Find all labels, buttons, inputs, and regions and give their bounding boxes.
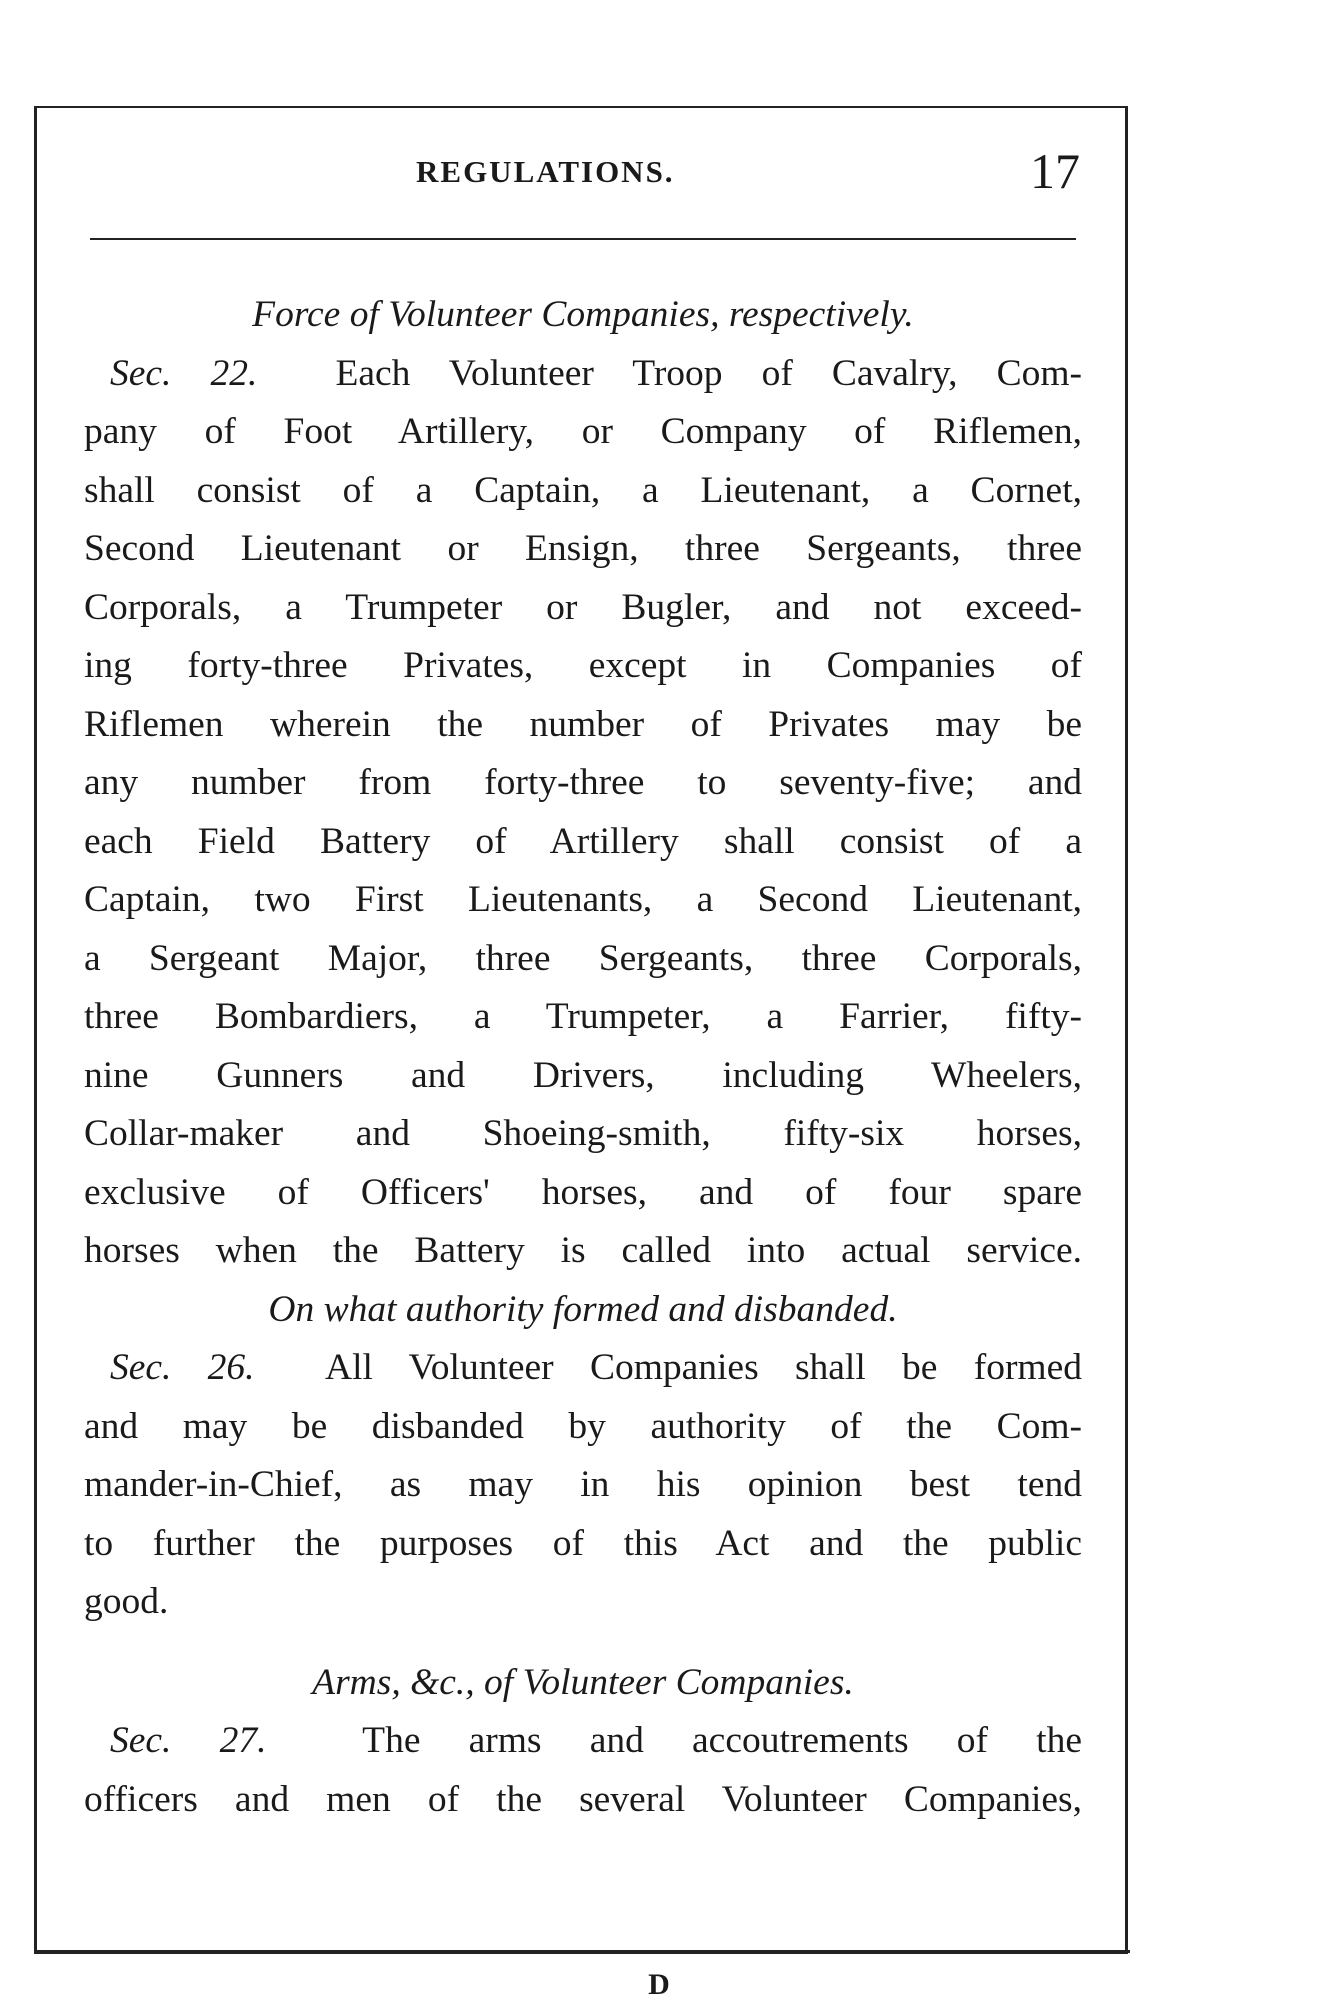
paragraph-line: shall consist of a Captain, a Lieutenant, a Cornet, — [84, 469, 1082, 511]
paragraph-line — [84, 1712, 1082, 1771]
page-number: 17 — [1030, 143, 1080, 199]
paragraph-line: to further the purposes of this Act and the public — [84, 1522, 1082, 1564]
section-label: Sec. 27. — [110, 1720, 267, 1761]
paragraph-line: each Field Battery of Artillery shall consist of a — [84, 820, 1082, 862]
paragraph-line: a Sergeant Major, three Sergeants, three Corporals, — [84, 937, 1082, 979]
paragraph-line: Collar-maker and Shoeing-smith, fifty-six horses, — [84, 1113, 1082, 1154]
paragraph-line: Corporals, a Trumpeter or Bugler, and not exceed- — [84, 586, 1082, 628]
paragraph-line: horses when the Battery is called into actual service. — [84, 1230, 1082, 1271]
line-text: The arms and accoutrements of the — [362, 1720, 1082, 1761]
section-heading: Force of Volunteer Companies, respectively. — [252, 294, 914, 335]
paragraph-line: mander-in-Chief, as may in his opinion best tend — [84, 1464, 1082, 1505]
paragraph-line: pany of Foot Artillery, or Company of Riflemen, — [84, 411, 1082, 452]
line-text: All Volunteer Companies shall be formed — [325, 1347, 1082, 1388]
paragraph-line: ing forty-three Privates, except in Companies of — [84, 645, 1082, 686]
section-label: Sec. 22. — [110, 352, 258, 394]
paragraph-line: nine Gunners and Drivers, including Wheelers, — [84, 1054, 1082, 1096]
paragraph-line: officers and men of the several Volunteer Companies, — [84, 1778, 1082, 1820]
paragraph-line — [84, 1339, 1082, 1398]
paragraph-line: Captain, two First Lieutenants, a Second Lieutenant, — [84, 879, 1082, 920]
footer-rule — [34, 1950, 1130, 1953]
paragraph-line — [84, 345, 1082, 404]
section-label: Sec. 26. — [110, 1347, 255, 1388]
section-heading: On what authority formed and disbanded. — [268, 1288, 898, 1330]
line-text: Each Volunteer Troop of Cavalry, Com- — [335, 352, 1082, 394]
header-rule — [90, 238, 1076, 240]
running-head — [86, 142, 1086, 202]
paragraph-line: good. — [84, 1581, 169, 1622]
signature-mark: D — [648, 1968, 670, 2001]
paragraph-line: any number from forty-three to seventy-five; and — [84, 762, 1082, 803]
paragraph-line: and may be disbanded by authority of the Com- — [84, 1405, 1082, 1447]
paragraph-line: Second Lieutenant or Ensign, three Sergeants, three — [84, 528, 1082, 569]
paragraph-line: exclusive of Officers' horses, and of four spare — [84, 1171, 1082, 1213]
page-body — [84, 286, 1082, 1829]
paragraph-line: three Bombardiers, a Trumpeter, a Farrier, fifty- — [84, 996, 1082, 1037]
section-heading: Arms, &c., of Volunteer Companies. — [312, 1661, 854, 1703]
running-title: REGULATIONS. — [416, 154, 675, 189]
paragraph-line: Riflemen wherein the number of Privates may be — [84, 703, 1082, 745]
